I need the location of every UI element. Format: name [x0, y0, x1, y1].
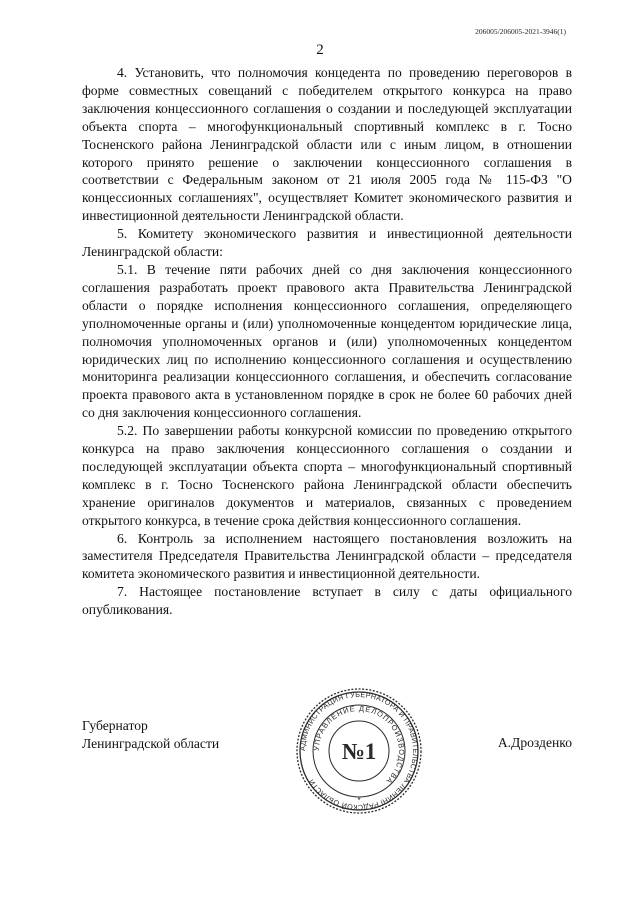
paragraph-item-5-2: 5.2. По завершении работы конкурсной комиссии по проведению открытого конкурса на право заключения концессионного соглашения о создании и последующей эксплуатации объекта спорта – многофункциональный спортивный комплекс в г. Тосно Тосненского района Ленинградской области обеспечить хранение оригиналов документов и материалов, связанных с проведением открытого конкурса, в течение срока действия концессионного соглашения. — [82, 423, 572, 528]
paragraph-item-5-1: 5.1. В течение пяти рабочих дней со дня заключения концессионного соглашения разработать проект правового акта Правительства Ленинградской области о порядке исполнения концессионного соглашения, определяющего уполномоченные органы и (или) уполномоченные концедентом юридические лица, полномочия уполномоченных органов и (или) уполномоченных концедентом юридических лиц по исполнению концессионного соглашения и осуществлению мониторинга реализации концессионного соглашения, и обеспечить согласование проекта правового акта в установленном порядке в срок не более 60 рабочих дней со дня заключения концессионного соглашения. — [82, 261, 572, 421]
document-body — [82, 64, 572, 619]
seal-inner-text: УПРАВЛЕНИЕ ДЕЛОПРОИЗВОДСТВА — [311, 703, 407, 787]
seal-graphic — [295, 687, 423, 815]
official-seal-stamp — [295, 687, 423, 815]
seal-outer-text: АДМИНИСТРАЦИЯ ГУБЕРНАТОРА И ПРАВИТЕЛЬСТВА ЛЕНИНГРАДСКОЙ ОБЛАСТИ — [297, 689, 421, 813]
paragraph-item-6: 6. Контроль за исполнением настоящего постановления возложить на заместителя Председателя Правительства Ленинградской области – председателя комитета экономического развития и инвестиционной деятельности. — [82, 530, 572, 582]
page-number: 2 — [316, 42, 324, 58]
paragraph-item-7: 7. Настоящее постановление вступает в силу с даты официального опубликования. — [82, 584, 572, 618]
signatory-name: А.Дрозденко — [497, 735, 572, 750]
seal-number: №1 — [341, 739, 377, 764]
seal-star-icon: * — [357, 796, 361, 805]
paragraph-item-4: 4. Установить, что полномочия концедента по проведению переговоров в форме совместных совещаний с победителем открытого конкурса на право заключения концессионного соглашения о создании и последующей эксплуатации объекта спорта – многофункциональный спортивный комплекс в г. Тосно Тосненского района Ленинградской области или с иным лицом, в отношении которого принято решение о заключении концессионного соглашения в соответствии с Федеральным законом от 21 июля 2005 года № 115-ФЗ "О концессионных соглашениях", осуществляет Комитет экономического развития и инвестиционной деятельности Ленинградской области. — [82, 65, 572, 224]
document-registration-number: 206005/206005-2021-3946(1) — [475, 27, 566, 36]
signatory-position — [82, 717, 219, 753]
signatory-position-line-2: Ленинградской области — [82, 736, 220, 751]
signatory-position-line-1: Губернатор — [82, 718, 148, 733]
paragraph-item-5: 5. Комитету экономического развития и инвестиционной деятельности Ленинградской области: — [82, 226, 572, 260]
